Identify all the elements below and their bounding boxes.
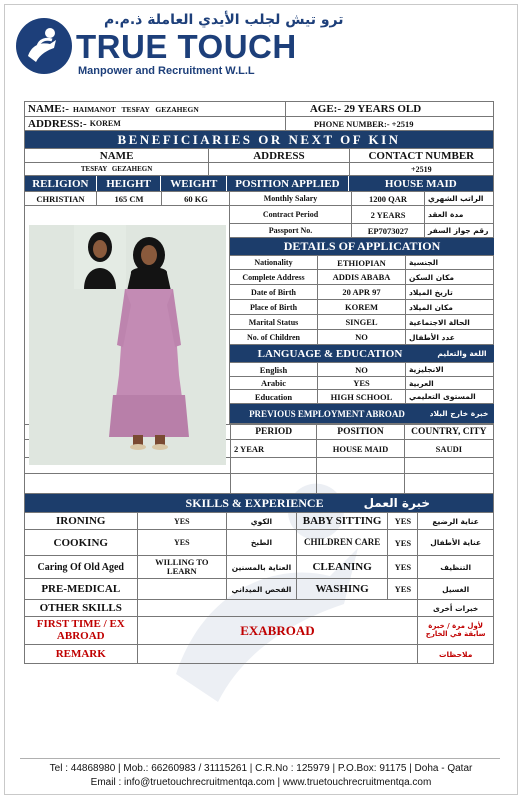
name-field: NAME:- HAIMANOT TESFAY GEZAHEGN [25, 102, 286, 116]
weight-header: WEIGHT [161, 176, 227, 191]
country-header: COUNTRY, CITY [411, 427, 487, 437]
contract-row: Monthly Salary 1200 QAR الراتب الشهري [230, 192, 494, 206]
skill-row: IRONING YES الكوي BABY SITTING YES عناية الرضيع [25, 513, 493, 530]
height-header: HEIGHT [97, 176, 162, 191]
religion-value: CHRISTIAN [25, 192, 97, 205]
details-row: Marital Status SINGEL الحالة الاجتماعية [230, 315, 494, 330]
first-time-row [25, 617, 493, 645]
skills-title: SKILLS & EXPERIENCE [185, 495, 324, 510]
employment-row [25, 474, 493, 494]
other-skills-label: OTHER SKILLS [25, 600, 138, 616]
details-row: Place of Birth KOREM مكان الميلاد [230, 300, 494, 315]
other-skills-ar: خبرات أخرى [432, 603, 479, 613]
remark-value [138, 645, 419, 663]
position-applied-header: POSITION APPLIED [227, 176, 348, 191]
middle-section [25, 192, 493, 425]
skill-row: Caring Of Old Aged WILLING TO LEARN العناية بالمسنين CLEANING YES التنظيف [25, 556, 493, 579]
first-time-ar: لأول مرة / خبرة سابقة في الخارج [425, 622, 486, 638]
first-time-label: FIRST TIME / EX ABROAD [25, 617, 138, 644]
details-title: DETAILS OF APPLICATION [283, 239, 441, 253]
contract-row: Passport No. EP7073027 رقم جواز السفر [230, 224, 494, 238]
position-applied-value: HOUSE MAID [384, 177, 457, 190]
address-field: ADDRESS:- KOREM [25, 117, 286, 130]
phone-field: PHONE NUMBER:- +2519 [313, 118, 414, 129]
age-field: AGE:- 29 YEARS OLD [309, 103, 422, 115]
employment-title: PREVIOUS EMPLOYMENT ABROAD [249, 408, 405, 419]
brand-tagline: Manpower and Recruitment W.L.L [78, 65, 255, 77]
beneficiary-address [209, 163, 349, 175]
applicant-photo [29, 225, 226, 465]
period-header: PERIOD [230, 425, 317, 439]
weight-value: 60 KG [184, 193, 208, 204]
remark-label: REMARK [25, 645, 138, 663]
details-row: Nationality ETHIOPIAN الجنسية [230, 256, 494, 270]
position-header: POSITION [317, 425, 404, 439]
employment-title-ar: خبرة خارج البلاد [429, 409, 489, 418]
footer-contact-line: Tel : 44868980 | Mob.: 66260983 / 31115261 | C.R.No : 125979 | P.O.Box: 91175 | Doha - Qatar [49, 763, 473, 774]
other-skills-row [25, 600, 493, 617]
remark-ar: ملاحظات [438, 649, 473, 659]
height-value: 165 CM [97, 192, 162, 205]
brand-name: TRUE TOUCH [76, 28, 297, 65]
beneficiary-contact: +2519 [411, 164, 432, 174]
footer-email-line: Email : info@truetouchrecruitmentqa.com | www.truetouchrecruitmentqa.com [90, 777, 432, 788]
religion-header: RELIGION [25, 176, 97, 191]
beneficiary-name: TESFAY GEZAHEGN [25, 163, 209, 175]
applicant-full-body-icon [29, 225, 226, 465]
application-form [24, 101, 494, 664]
language-row: Education HIGH SCHOOL المستوى التعليمي [230, 390, 494, 404]
first-time-value: EXABROAD [138, 617, 419, 644]
details-row: Date of Birth 20 APR 97 تاريخ الميلاد [230, 285, 494, 300]
details-column [230, 192, 494, 424]
footer-divider [20, 758, 500, 759]
language-title-ar: اللغة والتعليم [437, 349, 487, 358]
details-row: No. of Children NO عدد الأطفال [230, 330, 494, 345]
employment-row: 2 YEAR HOUSE MAID SAUDI [25, 440, 493, 458]
contract-row: Contract Period 2 YEARS مدة العقد [230, 206, 494, 224]
arabic-company-name: ترو تيش لجلب الأيدي العاملة ذ.م.م [104, 12, 344, 28]
details-row: Complete Address ADDIS ABABA مكان السكن [230, 270, 494, 285]
footer [10, 762, 512, 790]
language-row: Arabic YES العربية [230, 377, 494, 390]
beneficiary-name-header: NAME [25, 149, 209, 162]
remark-row [25, 645, 493, 663]
letterhead [8, 8, 514, 76]
beneficiary-contact-header: CONTACT NUMBER [368, 149, 475, 162]
language-title: LANGUAGE & EDUCATION [257, 347, 403, 360]
skill-row: COOKING YES الطبخ CHILDREN CARE YES عناية الأطفال [25, 530, 493, 556]
company-logo-icon [14, 16, 74, 76]
skill-row: PRE-MEDICAL الفحص الميداني WASHING YES الغسيل [25, 579, 493, 600]
other-skills-value [138, 600, 419, 616]
beneficiary-address-header: ADDRESS [209, 149, 349, 162]
skills-title-ar: خبرة العمل [363, 496, 431, 510]
beneficiaries-title: BENEFICIARIES OR NEXT OF KIN [117, 131, 401, 147]
photo-column [25, 192, 230, 424]
language-row: English NO الانجليزية [230, 363, 494, 377]
